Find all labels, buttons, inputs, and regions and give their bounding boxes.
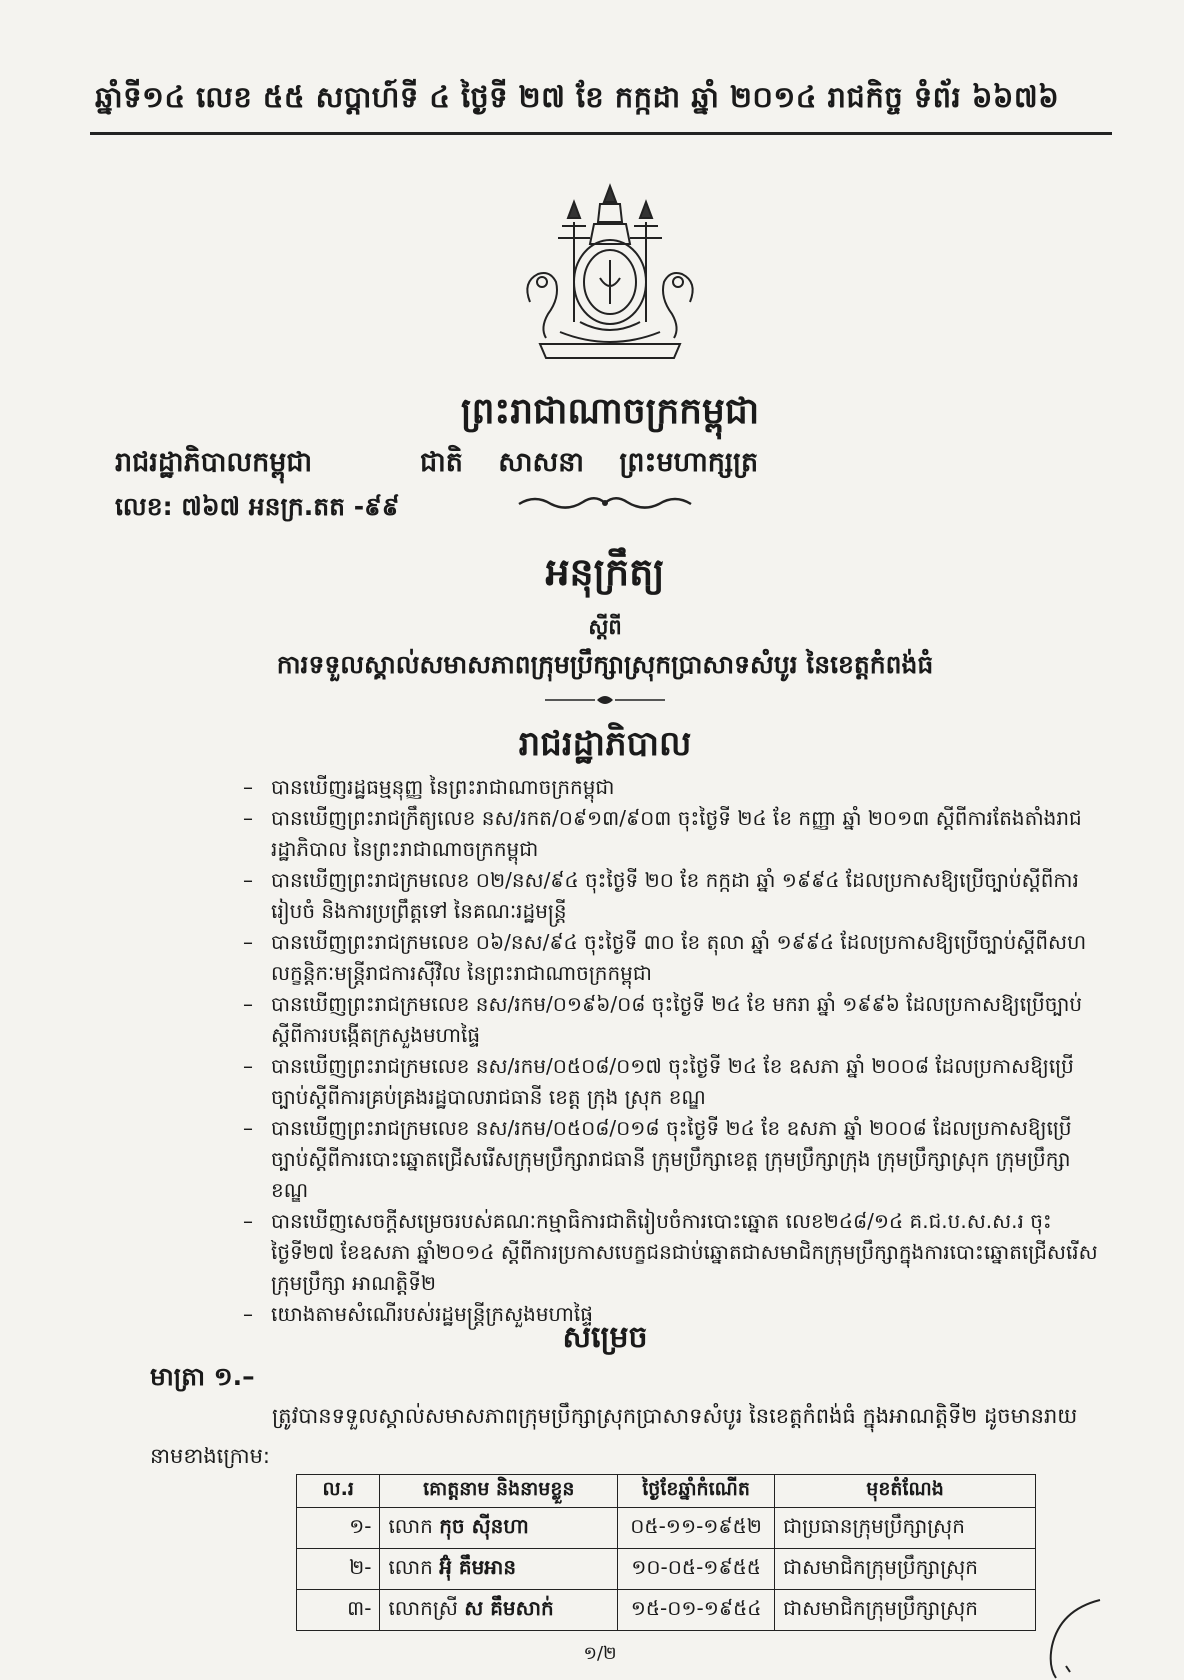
gazette-header: ឆ្នាំទី១៤ លេខ ៥៥ សប្ដាហ៍ទី ៤ ថ្ងៃទី ២៧ ខែ កក្កដា ឆ្នាំ ២០១៤ រាជកិច្ច ទំព័រ ៦៦៧៦ <box>95 80 1060 114</box>
member-name: ស គឹមសាក់ <box>464 1596 554 1620</box>
about-label: ស្ដីពី <box>588 615 622 639</box>
member-dob: ១០-០៥-១៩៥៥ <box>618 1549 775 1590</box>
national-motto: ជាតិ សាសនា ព្រះមហាក្សត្រ <box>420 447 759 478</box>
member-position: ជាប្រធានក្រុមប្រឹក្សាស្រុក <box>775 1508 1036 1549</box>
member-position: ជាសមាជិកក្រុមប្រឹក្សាស្រុក <box>775 1549 1036 1590</box>
document-type: អនុក្រឹត្យ <box>545 550 665 594</box>
page-number: ១/២ <box>583 1643 617 1664</box>
member-name: កុច ស៊ីនហា <box>439 1514 529 1538</box>
col-header-number: ល.រ <box>297 1475 380 1508</box>
consideration-item: – បានឃើញព្រះរាជក្រមលេខ នស/រកម/០៥០៨/០១៨ ចុះថ្ងៃទី ២៤ ខែ ឧសភា ឆ្នាំ ២០០៨ ដែលប្រកាសឱ្យប្រើច្បាប់ស្ដីពីការបោះឆ្នោតជ្រើសរើសក្រុមប្រឹក្សារាជធានី ក្រុមប្រឹក្សាខេត្ត ក្រុមប្រឹក្សាក្រុង ក្រុមប្រឹក្សាស្រុក ក្រុមប្រឹក្សាខណ្ឌ <box>243 1113 1103 1206</box>
ornament-divider-icon <box>515 494 695 512</box>
row-number: ១- <box>297 1508 380 1549</box>
table-header-row <box>297 1475 1036 1508</box>
consideration-item: – បានឃើញព្រះរាជក្រមលេខ នស/រកម/០១៩៦/០៨ ចុះថ្ងៃទី ២៤ ខែ មករា ឆ្នាំ ១៩៩៦ ដែលប្រកាសឱ្យប្រើច្បាប់ស្ដីពីការបង្កើតក្រសួងមហាផ្ទៃ <box>243 989 1103 1051</box>
member-dob: ១៥-០១-១៩៥៤ <box>618 1590 775 1631</box>
member-name-cell <box>380 1549 618 1590</box>
col-header-position: មុខតំណែង <box>775 1475 1036 1508</box>
issuer-heading: រាជរដ្ឋាភិបាល <box>518 724 692 764</box>
header-rule <box>90 132 1112 135</box>
member-name-cell <box>380 1590 618 1631</box>
table-row <box>297 1508 1036 1549</box>
row-number: ៣- <box>297 1590 380 1631</box>
consideration-item: – បានឃើញព្រះរាជក្រឹត្យលេខ នស/រកត/០៩១៣/៩០៣ ចុះថ្ងៃទី ២៤ ខែ កញ្ញា ឆ្នាំ ២០១៣ ស្ដីពីការតែងតាំងរាជរដ្ឋាភិបាល នៃព្រះរាជាណាចក្រកម្ពុជា <box>243 803 1103 865</box>
royal-emblem-icon <box>500 182 720 362</box>
kingdom-name: ព្រះរាជាណាចក្រកម្ពុជា <box>460 391 760 432</box>
table-row <box>297 1590 1036 1631</box>
consideration-item: – បានឃើញរដ្ឋធម្មនុញ្ញ នៃព្រះរាជាណាចក្រកម្ពុជា <box>243 772 1103 803</box>
consideration-item: – យោងតាមសំណើរបស់រដ្ឋមន្ត្រីក្រសួងមហាផ្ទៃ <box>243 1299 1103 1330</box>
pen-mark-icon <box>1030 1596 1110 1680</box>
members-table <box>296 1474 1036 1631</box>
article-1-title: មាត្រា ១.– <box>150 1362 255 1391</box>
article-1-text: ត្រូវបានទទួលស្គាល់សមាសភាពក្រុមប្រឹក្សាស្រុកប្រាសាទសំបូរ នៃខេត្តកំពង់ធំ ក្នុងអាណត្តិទី២ ដូចមានរាយនាមខាងក្រោម: <box>150 1404 1078 1468</box>
consideration-item: – បានឃើញព្រះរាជក្រមលេខ ០៦/នស/៩៤ ចុះថ្ងៃទី ៣០ ខែ តុលា ឆ្នាំ ១៩៩៤ ដែលប្រកាសឱ្យប្រើច្បាប់ស្ដីពីសហលក្ខន្តិកៈមន្ត្រីរាជការស៊ីវិល នៃព្រះរាជាណាចក្រកម្ពុជា <box>243 927 1103 989</box>
document-subject: ការទទួលស្គាល់សមាសភាពក្រុមប្រឹក្សាស្រុកប្រាសាទសំបូរ នៃខេត្តកំពង់ធំ <box>276 650 934 679</box>
member-name-cell <box>380 1508 618 1549</box>
row-number: ២- <box>297 1549 380 1590</box>
reference-number: លេខ: ៧៦៧ អនក្រ.តត -៩៩ <box>115 492 400 521</box>
member-position: ជាសមាជិកក្រុមប្រឹក្សាស្រុក <box>775 1590 1036 1631</box>
government-name: រាជរដ្ឋាភិបាលកម្ពុជា <box>115 447 313 478</box>
col-header-name: គោត្តនាម និងនាមខ្លួន <box>380 1475 618 1508</box>
member-name: អ៊ុំ គឹមអាន <box>439 1555 517 1579</box>
consideration-item: – បានឃើញព្រះរាជក្រមលេខ ០២/នស/៩៤ ចុះថ្ងៃទី ២០ ខែ កក្កដា ឆ្នាំ ១៩៩៤ ដែលប្រកាសឱ្យប្រើច្បាប់ស្ដីពីការរៀបចំ និងការប្រព្រឹត្តទៅ នៃគណៈរដ្ឋមន្ត្រី <box>243 865 1103 927</box>
considerations-list <box>243 772 1103 1330</box>
member-title: លោក <box>388 1555 433 1579</box>
col-header-dob: ថ្ងៃខែឆ្នាំកំណើត <box>618 1475 775 1508</box>
consideration-item: – បានឃើញព្រះរាជក្រមលេខ នស/រកម/០៥០៨/០១៧ ចុះថ្ងៃទី ២៤ ខែ ឧសភា ឆ្នាំ ២០០៨ ដែលប្រកាសឱ្យប្រើច្បាប់ស្ដីពីការគ្រប់គ្រងរដ្ឋបាលរាជធានី ខេត្ត ក្រុង ស្រុក ខណ្ឌ <box>243 1051 1103 1113</box>
small-ornament-icon <box>545 694 665 706</box>
member-title: លោកស្រី <box>388 1596 458 1620</box>
member-dob: ០៥-១១-១៩៥២ <box>618 1508 775 1549</box>
consideration-item: – បានឃើញសេចក្ដីសម្រេចរបស់គណៈកម្មាធិការជាតិរៀបចំការបោះឆ្នោត លេខ២៤៨/១៤ គ.ជ.ប.ស.ស.រ ចុះថ្ងៃទី២៧ ខែឧសភា ឆ្នាំ២០១៤ ស្ដីពីការប្រកាសបេក្ខជនជាប់ឆ្នោតជាសមាជិកក្រុមប្រឹក្សាក្នុងការបោះឆ្នោតជ្រើសរើសក្រុមប្រឹក្សា អាណត្តិទី២ <box>243 1206 1103 1299</box>
member-title: លោក <box>388 1514 433 1538</box>
decision-heading: សម្រេច <box>562 1320 648 1355</box>
table-row <box>297 1549 1036 1590</box>
